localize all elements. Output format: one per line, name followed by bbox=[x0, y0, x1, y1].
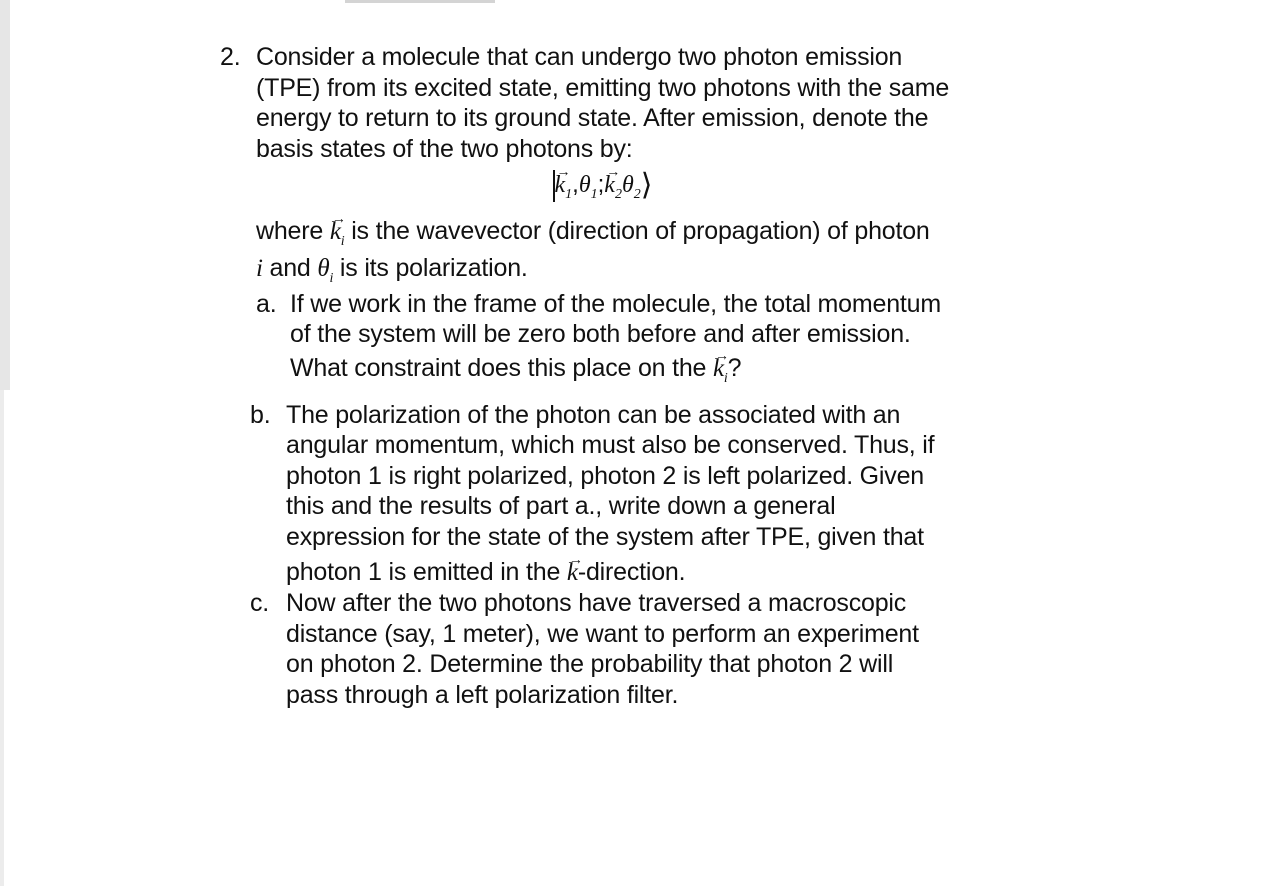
part-a-marker: a. bbox=[256, 290, 277, 318]
part-b-marker: b. bbox=[250, 401, 271, 429]
part-b-line-5: expression for the state of the system after TPE, given that bbox=[286, 523, 924, 551]
part-b-line-6 bbox=[286, 557, 685, 588]
part-a-k-vector: → k bbox=[713, 354, 724, 384]
theta2-subscript: 2 bbox=[633, 187, 641, 202]
theta1-subscript: 1 bbox=[590, 187, 598, 202]
part-c-line-3: on photon 2. Determine the probability that photon 2 will bbox=[286, 650, 894, 678]
ket-comma-1: , bbox=[572, 171, 579, 198]
k-i-subscript: i bbox=[340, 234, 345, 249]
theta-i-symbol: θ bbox=[317, 255, 330, 282]
part-b-line-4: this and the results of part a., write down a general bbox=[286, 492, 836, 520]
part-b-line-3: photon 1 is right polarized, photon 2 is left polarized. Given bbox=[286, 462, 924, 490]
part-a-line-3 bbox=[290, 353, 741, 394]
part-b-line-2: angular momentum, which must also be conserved. Thus, if bbox=[286, 431, 935, 459]
part-b-line-1: The polarization of the photon can be associated with an bbox=[286, 401, 901, 429]
theta2-symbol: θ bbox=[621, 172, 634, 198]
intro-line-4: basis states of the two photons by: bbox=[256, 135, 633, 163]
i-symbol: i bbox=[256, 255, 263, 282]
k2-subscript: 2 bbox=[614, 187, 622, 202]
part-b-k-vector: → k bbox=[567, 558, 578, 588]
part-a-question-text: What constraint does this place on the bbox=[290, 354, 707, 382]
theta1-symbol: θ bbox=[578, 172, 591, 198]
ket-right-angle-icon: ⟩ bbox=[640, 167, 653, 203]
part-c-line-2: distance (say, 1 meter), we want to perform an experiment bbox=[286, 620, 919, 648]
intro-line-2: (TPE) from its excited state, emitting two photons with the same bbox=[256, 74, 950, 102]
k1-vector: → k bbox=[555, 168, 566, 202]
intro-line-3: energy to return to its ground state. After emission, denote the bbox=[256, 104, 929, 132]
part-a-line-2: of the system will be zero both before and after emission. bbox=[290, 320, 911, 348]
and-text: and bbox=[269, 254, 311, 282]
theta-i-subscript: i bbox=[329, 271, 334, 286]
part-b-direction-text: photon 1 is emitted in the bbox=[286, 558, 561, 586]
polarization-line bbox=[256, 253, 528, 294]
intro-line-1: Consider a molecule that can undergo two photon emission bbox=[256, 43, 903, 71]
part-b-direction-suffix: -direction. bbox=[577, 558, 686, 586]
part-c-line-1: Now after the two photons have traversed a macroscopic bbox=[286, 589, 907, 617]
polarization-description: is its polarization. bbox=[339, 254, 528, 282]
part-a-question-mark: ? bbox=[727, 354, 742, 382]
cropped-text-remnant bbox=[345, 0, 495, 3]
part-c-line-4: pass through a left polarization filter. bbox=[286, 681, 679, 709]
where-line bbox=[256, 216, 930, 257]
where-text: where bbox=[256, 217, 324, 245]
basis-state-ket bbox=[553, 168, 652, 212]
k1-subscript: 1 bbox=[565, 187, 573, 202]
page-edge-shadow-top bbox=[0, 0, 10, 390]
question-number: 2. bbox=[220, 43, 241, 71]
page-edge-shadow-bottom bbox=[0, 390, 4, 886]
part-c-marker: c. bbox=[250, 589, 270, 617]
wavevector-description: is the wavevector (direction of propagation) of photon bbox=[351, 217, 930, 245]
ket-semicolon: ; bbox=[597, 171, 605, 198]
k-i-vector: → k bbox=[330, 217, 341, 247]
part-a-line-1: If we work in the frame of the molecule, the total momentum bbox=[290, 290, 941, 318]
part-a-k-subscript: i bbox=[723, 371, 728, 386]
k2-vector: → k bbox=[604, 168, 615, 202]
